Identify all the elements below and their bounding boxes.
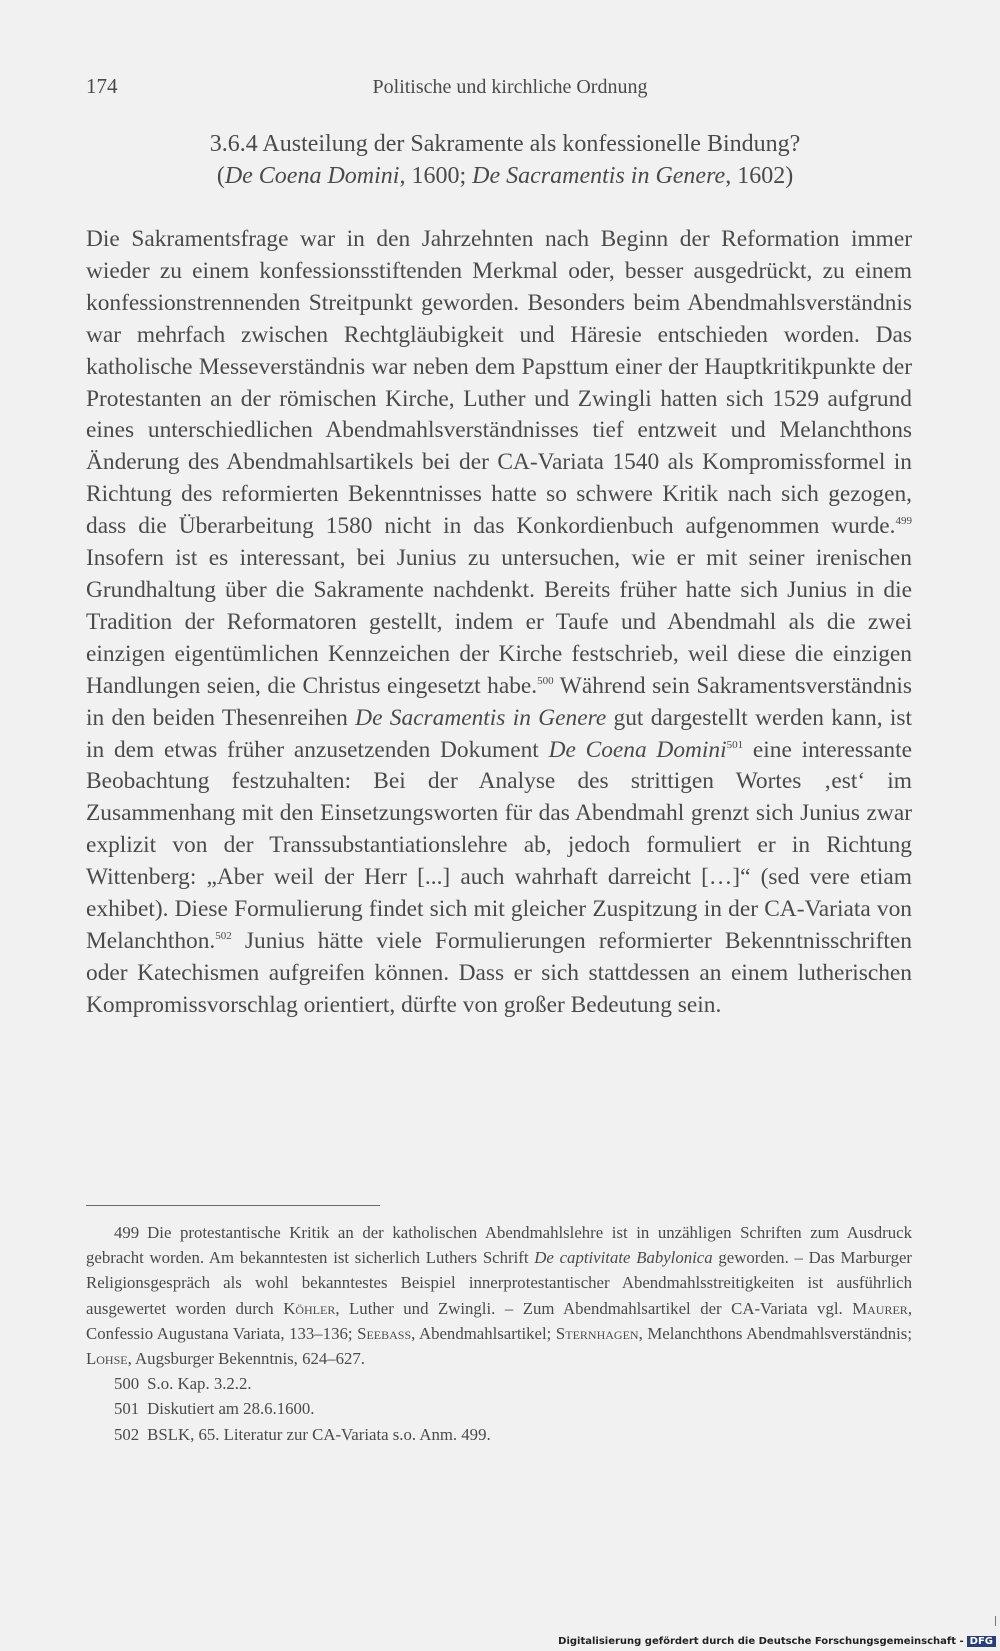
footnote-italic-title: De captivitate Babylonica (534, 1248, 713, 1268)
footnote-text: Diskutiert am 28.6.1600. (147, 1399, 315, 1419)
body-segment: eine interessante Beobachtung festzuhalten: Bei der Analyse des strittigen Wortes ‚est‘ im Zusammenhang mit den Einsetzungsworten für das Abendmahl grenzt sich Junius zwar explizit von der Transsubstantiationslehre ab, jedoch formuliert er in Richtung Wittenberg: „Aber weil der Herr [...] auch wahrhaft darreicht […]“ (sed vere etiam exhibet). Diese Formulierung findet sich mit gleicher Zuspitzung in der CA-Variata von Melanchthon. (86, 736, 912, 954)
subtitle-work-title-2: De Sacramentis in Genere (472, 163, 726, 189)
subtitle-paren: ( (216, 163, 225, 189)
footnote-text: S.o. Kap. 3.2.2. (147, 1374, 252, 1394)
footnote-text: , Melanchthons Abendmahlsverständnis; (638, 1323, 913, 1343)
page-number: 174 (86, 74, 118, 98)
footnote-reference: 502 (215, 929, 232, 942)
footnote-number: 499 (114, 1223, 140, 1242)
footnote-number: 502 (114, 1424, 140, 1444)
section-heading (86, 128, 914, 192)
footnote-text: , Luther und Zwingli. – Zum Abendmahlsartikel der CA-Variata vgl. (335, 1298, 853, 1318)
italic-work-title: De Coena Domini (548, 736, 727, 763)
author-name: Seebass (357, 1323, 412, 1343)
section-title: 3.6.4 Austeilung der Sakramente als konfessionelle Bindung? (209, 131, 801, 157)
footnote-reference: 501 (726, 738, 744, 751)
body-segment: Während sein Sakramentsverständnis in den beiden Thesenreihen (86, 672, 912, 731)
footnote-text: , Augsburger Bekenntnis, 624–627. (127, 1349, 366, 1369)
subtitle-work-title-1: De Coena Domini (224, 163, 400, 189)
footnote-text: Die protestantische Kritik an der katholischen Abendmahlslehre ist in unzähligen Schriften zum Ausdruck gebracht worden. Am bekanntesten ist sicherlich Luthers Schrift (86, 1223, 912, 1268)
author-name: Maurer (852, 1298, 908, 1318)
scan-edge-mark (995, 1616, 996, 1626)
subtitle-year-1: , 1600; (399, 163, 473, 189)
body-segment: Junius hätte viele Formulierungen reformierter Bekenntnisschriften oder Katechismen aufgreifen können. Dass er sich stattdessen an einem lutherischen Kompromissvorschlag orientiert, dürfte von großer Bedeutung sein. (86, 927, 912, 1018)
body-text (86, 224, 912, 1022)
body-segment: gut dargestellt werden kann, ist in dem etwas früher anzusetzenden Dokument (86, 704, 912, 763)
footnote-reference: 499 (895, 515, 912, 528)
footnote-502 (86, 1422, 912, 1447)
footnote-number: 501 (114, 1399, 140, 1419)
subtitle-year-2: , 1602) (725, 163, 794, 189)
footnote-text: BSLK, 65. Literatur zur CA-Variata s.o. Anm. 499. (147, 1424, 491, 1444)
footnote-number: 500 (114, 1374, 140, 1394)
dfg-logo: DFG (967, 1636, 996, 1647)
page-header (86, 74, 914, 104)
running-head: Politische und kirchliche Ordnung (372, 76, 648, 98)
footnote-text: , Abendmahlsartikel; (411, 1323, 556, 1343)
italic-work-title: De Sacramentis in Genere (355, 704, 607, 731)
author-name: Lohse (86, 1349, 128, 1369)
footnote-text: geworden. – Das Marburger Religionsgespräch als wohl bekanntestes Beispiel innerprotestantischer Abendmahlsstreitigkeiten ist ausführlich ausgewertet worden durch (86, 1248, 912, 1318)
body-segment: Die Sakramentsfrage war in den Jahrzehnten nach Beginn der Reformation immer wieder zu einem konfessionsstiftenden Merkmal oder, besser ausgedrückt, zu einem konfessionstrennenden Streitpunkt geworden. Besonders beim Abendmahlsverständnis war mehrfach zwischen Rechtgläubigkeit und Häresie entschieden worden. Das katholische Messeverständnis war neben dem Papsttum einer der Hauptkritikpunkte der Protestanten an der römischen Kirche, Luther und Zwingli hatten sich 1529 aufgrund eines unterschiedlichen Abendmahlsverständnisses tief entzweit und Melanchthons Änderung des Abendmahlsartikels bei der CA-Variata 1540 als Kompromissformel in Richtung des reformierten Bekenntnisses hatte so schwere Kritik nach sich gezogen, dass die Überarbeitung 1580 nicht in das Konkordienbuch aufgenommen wurde. (86, 226, 912, 540)
footnote-text: , Confessio Augustana Variata, 133–136; (86, 1298, 913, 1343)
digitization-banner (558, 1636, 996, 1647)
footnote-501 (86, 1396, 912, 1421)
footnote-499 (86, 1220, 912, 1371)
banner-text: Digitalisierung gefördert durch die Deutsche Forschungsgemeinschaft - (558, 1636, 964, 1647)
body-segment: Insofern ist es interessant, bei Junius zu untersuchen, wie er mit seiner irenischen Grundhaltung über die Sakramente nachdenkt. Bereits früher hatte sich Junius in die Tradition der Reformatoren gestellt, indem er Taufe und Abendmahl als die zwei einzigen eigentümlichen Kennzeichen der Kirche festschrieb, weil diese die einzigen Handlungen seien, die Christus eingesetzt habe. (86, 545, 912, 699)
body-paragraph (86, 224, 912, 1022)
footnotes (86, 1220, 912, 1447)
footnote-500 (86, 1371, 912, 1396)
author-name: Sternhagen (555, 1323, 639, 1343)
section-subtitle (96, 160, 914, 192)
footnote-reference: 500 (537, 674, 554, 687)
author-name: Köhler (283, 1298, 336, 1318)
footnote-divider (86, 1205, 380, 1206)
